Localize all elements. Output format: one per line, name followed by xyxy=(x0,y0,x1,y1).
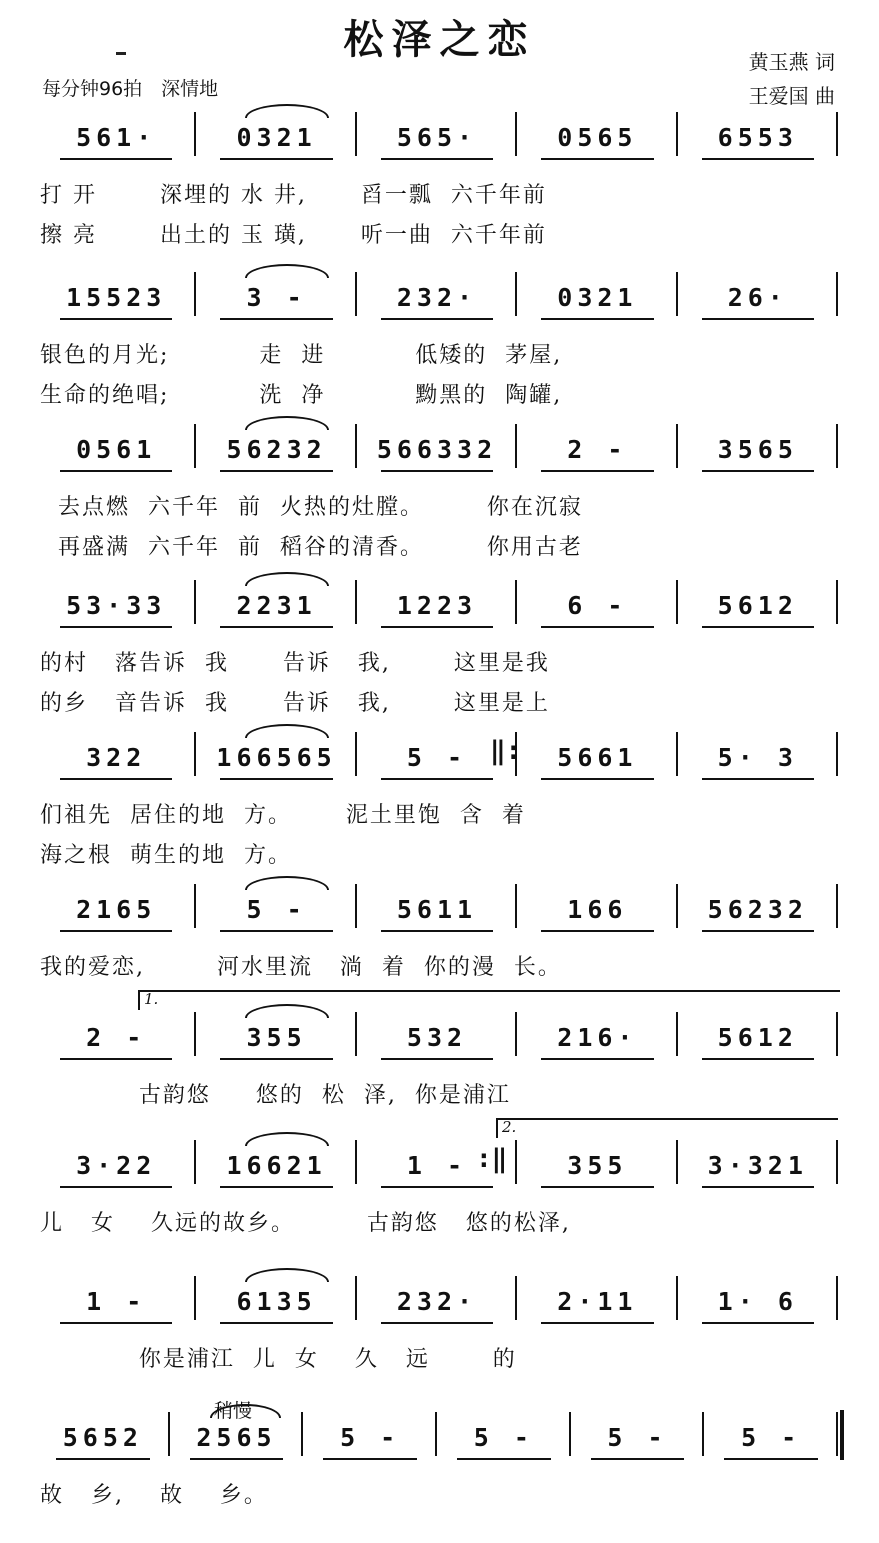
beam-line xyxy=(220,158,332,160)
measure: 2231 xyxy=(236,591,317,620)
measure: 2 - xyxy=(86,1023,147,1052)
beam-line xyxy=(60,778,172,780)
beam-line xyxy=(60,930,172,932)
lyric-line: 再盛满 六千年 前 稻谷的清香。 你用古老 xyxy=(40,535,583,560)
measure: 5· 3 xyxy=(717,743,798,772)
lyric-line: 故 乡, 故 乡。 xyxy=(40,1483,268,1508)
lyric-line: 海之根 萌生的地 方。 xyxy=(40,843,292,868)
beam-line xyxy=(702,318,814,320)
slur-arc xyxy=(245,572,329,586)
beam-line xyxy=(541,318,653,320)
beam-line xyxy=(541,1186,653,1188)
beam-line xyxy=(60,1186,172,1188)
beam-line xyxy=(702,1186,814,1188)
beam-line xyxy=(702,470,814,472)
page-title: 松泽之恋 xyxy=(343,16,536,63)
measure: 232· xyxy=(396,1287,478,1316)
beam-line xyxy=(381,1186,493,1188)
bar-line xyxy=(836,1412,838,1456)
lyric-line: 打 开 深埋的 水 井, 舀一瓢 六千年前 xyxy=(40,183,547,208)
beam-line xyxy=(541,1058,653,1060)
lyric-line: 去点燃 六千年 前 火热的灶膛。 你在沉寂 xyxy=(40,495,583,520)
measure: 5612 xyxy=(717,1023,798,1052)
measure: 5661 xyxy=(557,743,638,772)
beam-line xyxy=(541,470,653,472)
measure: 16621 xyxy=(226,1151,327,1180)
repeat-start-sign: ‖: xyxy=(490,736,522,766)
measure: 565· xyxy=(396,123,478,152)
volta-bracket xyxy=(496,1118,838,1138)
beam-line xyxy=(190,1458,284,1460)
beam-line xyxy=(381,930,493,932)
beam-line xyxy=(323,1458,417,1460)
measure: 5 - xyxy=(607,1423,668,1452)
beam-line xyxy=(541,930,653,932)
measure: 2165 xyxy=(76,895,157,924)
beam-line xyxy=(724,1458,818,1460)
measure: 53·33 xyxy=(66,591,167,620)
tempo-change-marking: 稍慢 xyxy=(214,1400,253,1422)
beam-line xyxy=(381,470,493,472)
measure: 26· xyxy=(727,283,788,312)
measure: 3 - xyxy=(246,283,307,312)
beam-line xyxy=(541,1322,653,1324)
beam-line xyxy=(541,626,653,628)
beam-line xyxy=(60,1322,172,1324)
slur-arc xyxy=(245,416,329,430)
lyric-line: 你是浦江 儿 女 久 远 的 xyxy=(40,1347,517,1372)
measure: 5 - xyxy=(340,1423,401,1452)
measure: 561· xyxy=(76,123,157,152)
lyric-line: 们祖先 居住的地 方。 泥土里饱 含 着 xyxy=(40,803,526,828)
volta-label: 1. xyxy=(144,990,159,1008)
measure: 56232 xyxy=(226,435,327,464)
final-bar-line xyxy=(840,1410,844,1460)
bar-line xyxy=(836,1140,838,1184)
slur-arc xyxy=(245,1132,329,1146)
beam-line xyxy=(702,778,814,780)
beam-line xyxy=(220,470,332,472)
measure: 15523 xyxy=(66,283,167,312)
measure: 566332 xyxy=(376,435,498,464)
measure: 0565 xyxy=(557,123,638,152)
bar-line xyxy=(836,1276,838,1320)
measure: 5612 xyxy=(717,591,798,620)
beam-line xyxy=(702,1322,814,1324)
beam-line xyxy=(220,1058,332,1060)
measure: 232· xyxy=(396,283,478,312)
bar-line xyxy=(836,580,838,624)
composer-credit: 王爱国 曲 xyxy=(748,84,835,108)
measure: 5611 xyxy=(396,895,478,924)
measure: 5 - xyxy=(406,743,468,772)
measure: 1· 6 xyxy=(717,1287,798,1316)
measure: 0561 xyxy=(76,435,157,464)
slur-arc xyxy=(245,876,329,890)
lyric-line: 银色的月光; 走 进 低矮的 茅屋, xyxy=(40,343,563,368)
slur-arc xyxy=(245,724,329,738)
beam-line xyxy=(220,318,332,320)
volta-label: 2. xyxy=(502,1118,517,1136)
beam-line xyxy=(60,470,172,472)
measure: 216· xyxy=(557,1023,638,1052)
measure: 6553 xyxy=(717,123,798,152)
repeat-end-sign: :‖ xyxy=(476,1144,508,1174)
bar-line xyxy=(836,732,838,776)
measure: 5 - xyxy=(741,1423,802,1452)
beam-line xyxy=(702,1058,814,1060)
beam-line xyxy=(381,1058,493,1060)
beam-line xyxy=(220,930,332,932)
beam-line xyxy=(220,1322,332,1324)
dash-mark xyxy=(116,52,126,55)
measure: 5 - xyxy=(473,1423,534,1452)
beam-line xyxy=(541,158,653,160)
beam-line xyxy=(381,1322,493,1324)
measure: 3·22 xyxy=(76,1151,157,1180)
lyric-line: 我的爱恋, 河水里流 淌 着 你的漫 长。 xyxy=(40,955,562,980)
slur-arc xyxy=(245,1268,329,1282)
measure: 5652 xyxy=(62,1423,143,1452)
beam-line xyxy=(220,626,332,628)
beam-line xyxy=(702,158,814,160)
measure: 1 - xyxy=(406,1151,468,1180)
measure: 5 - xyxy=(246,895,307,924)
measure: 2·11 xyxy=(557,1287,638,1316)
measure: 355 xyxy=(567,1151,628,1180)
measure: 6 - xyxy=(567,591,628,620)
beam-line xyxy=(702,930,814,932)
measure: 2565 xyxy=(196,1423,277,1452)
measure: 0321 xyxy=(236,123,317,152)
measure: 0321 xyxy=(557,283,638,312)
measure: 3·321 xyxy=(707,1151,808,1180)
measure: 56232 xyxy=(707,895,808,924)
beam-line xyxy=(220,778,332,780)
beam-line xyxy=(702,626,814,628)
tempo-marking: 每分钟96拍 深情地 xyxy=(42,78,219,100)
lyric-line: 儿 女 久远的故乡。 古韵悠 悠的松泽, xyxy=(40,1211,571,1236)
bar-line xyxy=(836,424,838,468)
slur-arc xyxy=(245,264,329,278)
beam-line xyxy=(541,778,653,780)
beam-line xyxy=(381,318,493,320)
lyric-line: 擦 亮 出土的 玉 璜, 听一曲 六千年前 xyxy=(40,223,547,248)
bar-line xyxy=(836,112,838,156)
beam-line xyxy=(381,158,493,160)
measure: 355 xyxy=(246,1023,307,1052)
measure: 3565 xyxy=(717,435,798,464)
lyric-line: 生命的绝唱; 洗 净 黝黑的 陶罐, xyxy=(40,383,563,408)
slur-arc xyxy=(245,104,329,118)
lyric-line: 古韵悠 悠的 松 泽, 你是浦江 xyxy=(40,1083,511,1108)
measure: 1223 xyxy=(396,591,478,620)
measure: 532 xyxy=(406,1023,468,1052)
beam-line xyxy=(220,1186,332,1188)
lyricist-credit: 黄玉燕 词 xyxy=(748,50,835,74)
beam-line xyxy=(60,626,172,628)
beam-line xyxy=(381,778,493,780)
beam-line xyxy=(56,1458,150,1460)
bar-line xyxy=(836,272,838,316)
beam-line xyxy=(457,1458,551,1460)
measure: 322 xyxy=(86,743,147,772)
beam-line xyxy=(60,1058,172,1060)
measure: 6135 xyxy=(236,1287,317,1316)
measure: 1 - xyxy=(86,1287,147,1316)
lyric-line: 的村 落告诉 我 告诉 我, 这里是我 xyxy=(40,651,550,676)
measure: 2 - xyxy=(567,435,628,464)
measure: 166565 xyxy=(216,743,337,772)
measure: 166 xyxy=(567,895,628,924)
lyric-line: 的乡 音告诉 我 告诉 我, 这里是上 xyxy=(40,691,550,716)
beam-line xyxy=(591,1458,685,1460)
volta-bracket xyxy=(138,990,840,1010)
beam-line xyxy=(381,626,493,628)
beam-line xyxy=(60,318,172,320)
bar-line xyxy=(836,1012,838,1056)
bar-line xyxy=(836,884,838,928)
beam-line xyxy=(60,158,172,160)
